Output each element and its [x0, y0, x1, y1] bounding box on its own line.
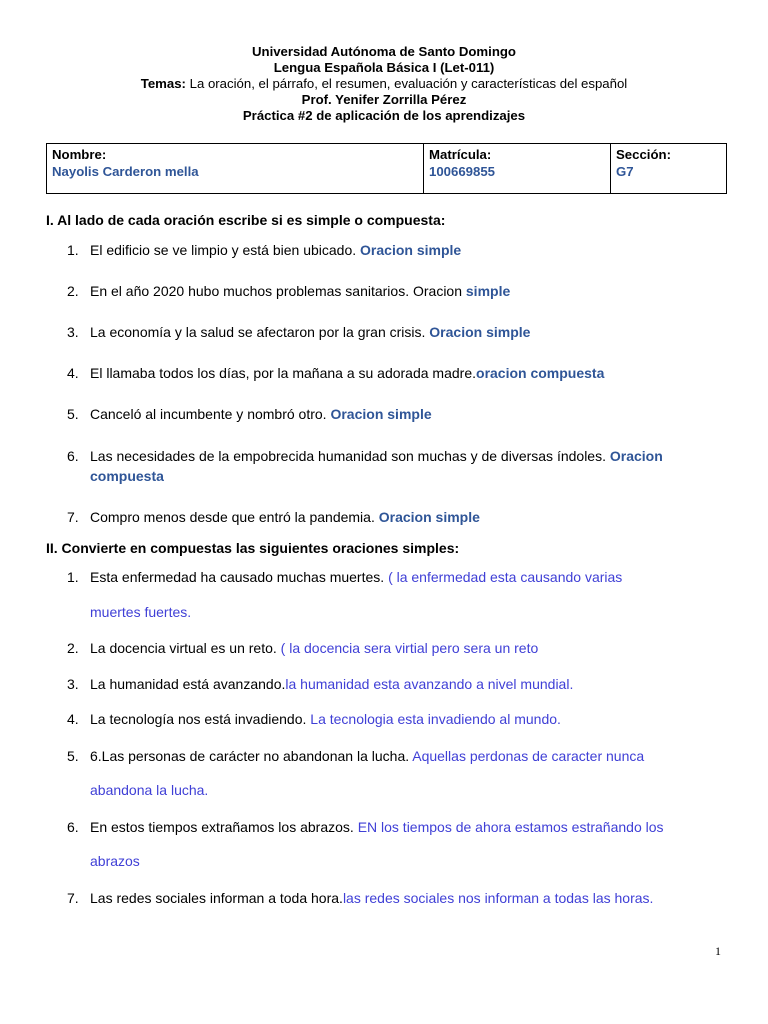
topics-text: La oración, el párrafo, el resumen, evaluación y características del español — [185, 76, 628, 91]
section-value: G7 — [616, 164, 634, 179]
item-number: 4. — [67, 365, 79, 381]
answer: Oracion simple — [378, 509, 480, 525]
item-number: 2. — [67, 640, 79, 656]
sentence: Compro menos desde que entró la pandemia. — [90, 509, 379, 525]
sentence: El edificio se ve limpio y está bien ubicado. — [90, 242, 361, 258]
answer: ( la docencia sera virtial pero sera un reto — [280, 640, 539, 656]
section2-title: II. Convierte en compuestas las siguientes oraciones simples: — [46, 540, 460, 556]
answer: las redes sociales nos informan a todas las horas. — [342, 890, 654, 906]
s2-item-5-answer-cont: abandona la lucha. — [90, 782, 209, 798]
section1-title: I. Al lado de cada oración escribe si es simple o compuesta: — [46, 212, 446, 228]
answer: Oracion simple — [429, 324, 531, 340]
student-info-table — [46, 143, 727, 194]
item-number: 1. — [67, 569, 79, 585]
topics-line — [0, 76, 768, 92]
item-number: 7. — [67, 509, 79, 525]
item-number: 3. — [67, 676, 79, 692]
answer: Oracion simple — [360, 242, 462, 258]
name-cell — [47, 144, 424, 194]
name-label: Nombre: — [52, 147, 107, 162]
item-number: 3. — [67, 324, 79, 340]
answer: ( la enfermedad esta causando varias — [388, 569, 623, 585]
s2-item-1-answer-cont: muertes fuertes. — [90, 604, 192, 620]
practice-title: Práctica #2 de aplicación de los aprendizajes — [242, 108, 526, 123]
item-number: 6. — [67, 819, 79, 835]
course-name: Lengua Española Básica I (Let-011) — [273, 60, 495, 75]
answer: Oracion simple — [330, 406, 432, 422]
sentence: La tecnología nos está invadiendo. — [90, 711, 311, 727]
document-header — [0, 44, 768, 124]
answer: Aquellas perdonas de caracter nunca — [412, 748, 645, 764]
answer: simple — [465, 283, 511, 299]
item-number: 6. — [67, 448, 79, 464]
sentence: La humanidad está avanzando. — [90, 676, 286, 692]
sentence: En el año 2020 hubo muchos problemas sanitarios. Oracion — [90, 283, 466, 299]
sentence: El llamaba todos los días, por la mañana a su adorada madre. — [90, 365, 477, 381]
sentence: En estos tiempos extrañamos los abrazos. — [90, 819, 358, 835]
item-number: 2. — [67, 283, 79, 299]
page-number: 1 — [715, 944, 721, 958]
sentence: La economía y la salud se afectaron por la gran crisis. — [90, 324, 430, 340]
university-name: Universidad Autónoma de Santo Domingo — [251, 44, 516, 59]
sentence: Las necesidades de la empobrecida humanidad son muchas y de diversas índoles. — [90, 448, 610, 464]
professor-name: Prof. Yenifer Zorrilla Pérez — [301, 92, 467, 107]
id-value: 100669855 — [429, 164, 496, 179]
item-number: 1. — [67, 242, 79, 258]
section-label: Sección: — [616, 147, 671, 162]
id-label: Matrícula: — [429, 147, 492, 162]
answer: Oracion compuesta — [90, 448, 663, 484]
answer: la humanidad esta avanzando a nivel mundial. — [285, 676, 574, 692]
topics-label: Temas: — [140, 76, 186, 91]
item-number: 5. — [67, 406, 79, 422]
sentence: 6.Las personas de carácter no abandonan la lucha. — [90, 748, 413, 764]
sentence: Canceló al incumbente y nombró otro. — [90, 406, 331, 422]
sentence: Esta enfermedad ha causado muchas muertes. — [90, 569, 389, 585]
answer: EN los tiempos de ahora estamos estrañando los — [357, 819, 664, 835]
id-cell — [424, 144, 611, 194]
sentence: Las redes sociales informan a toda hora. — [90, 890, 343, 906]
item-number: 7. — [67, 890, 79, 906]
answer: La tecnologia esta invadiendo al mundo. — [310, 711, 561, 727]
answer: oracion compuesta — [476, 365, 605, 381]
s2-item-6-answer-cont: abrazos — [90, 853, 140, 869]
item-number: 4. — [67, 711, 79, 727]
item-number: 5. — [67, 748, 79, 764]
sentence: La docencia virtual es un reto. — [90, 640, 281, 656]
name-value: Nayolis Carderon mella — [52, 164, 199, 179]
section-cell — [611, 144, 727, 194]
